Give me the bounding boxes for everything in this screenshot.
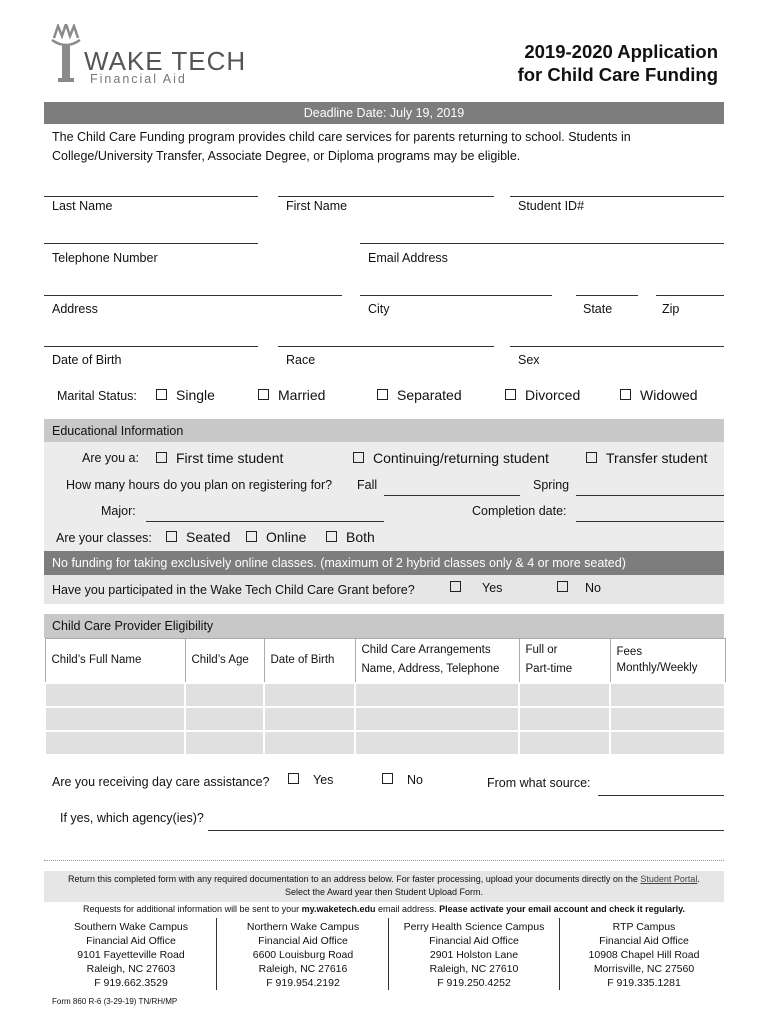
grant-yes-checkbox[interactable]: Yes [450, 581, 502, 595]
zip-field[interactable] [656, 295, 724, 296]
marital-married-checkbox[interactable]: Married [258, 387, 325, 403]
checkbox-icon [326, 531, 337, 542]
title-line-1: 2019-2020 Application [524, 41, 718, 62]
last-name-field[interactable] [44, 196, 258, 197]
return-instructions: Return this completed form with any required documentation to an address below. For faster processing, upload your documents directly on the Student Portal. Select the Award year then Student Upload Form. [44, 871, 724, 902]
funding-note-bar [44, 551, 724, 575]
deadline-text: Deadline Date: July 19, 2019 [303, 106, 465, 120]
classes-online-checkbox[interactable]: Online [246, 529, 306, 545]
dob-label: Date of Birth [52, 353, 122, 367]
grant-no-checkbox[interactable]: No [557, 581, 601, 595]
telephone-field[interactable] [44, 243, 258, 244]
deadline-bar [44, 102, 724, 124]
dob-field[interactable] [44, 346, 258, 347]
campus-northern-wake: Northern Wake Campus Financial Aid Office 6600 Louisburg Road Raleigh, NC 27616 F 919.954.2192 [246, 921, 360, 989]
first-name-label: First Name [286, 199, 348, 213]
marital-status-label: Marital Status: [57, 389, 137, 403]
fall-label: Fall [357, 478, 378, 492]
source-field[interactable] [598, 795, 724, 796]
checkbox-icon [156, 389, 167, 400]
are-you-label: Are you a: [82, 451, 139, 465]
completion-date-field[interactable] [576, 521, 724, 522]
marital-widowed-checkbox[interactable]: Widowed [620, 387, 698, 403]
address-label: Address [52, 302, 98, 316]
table-row[interactable] [45, 731, 725, 755]
city-label: City [368, 302, 390, 316]
funding-note: No funding for taking exclusively online classes. (maximum of 2 hybrid classes only & 4 or more seated) [52, 556, 626, 570]
race-label: Race [286, 353, 316, 367]
provider-heading: Child Care Provider Eligibility [52, 619, 214, 633]
checkbox-icon [382, 773, 393, 784]
zip-label: Zip [662, 302, 680, 316]
city-field[interactable] [360, 295, 552, 296]
logo-subtitle: Financial Aid [90, 72, 187, 86]
agency-label: If yes, which agency(ies)? [60, 811, 204, 825]
address-field[interactable] [44, 295, 342, 296]
table-row[interactable] [45, 683, 725, 707]
last-name-label: Last Name [52, 199, 113, 213]
classes-both-checkbox[interactable]: Both [326, 529, 375, 545]
completion-label: Completion date: [472, 504, 567, 518]
classes-label: Are your classes: [56, 531, 152, 545]
logo [50, 24, 260, 86]
fall-hours-field[interactable] [384, 495, 520, 496]
student-id-field[interactable] [510, 196, 724, 197]
intro-text: The Child Care Funding program provides child care services for parents returning to school. Students in College/University Transfer, Associate Degree, or Diploma programs may be eligible. [52, 130, 631, 163]
col-full-part-time: Full or Part-time [519, 639, 610, 683]
assistance-question: Are you receiving day care assistance? [52, 775, 270, 789]
assistance-no-checkbox[interactable]: No [382, 773, 423, 787]
telephone-label: Telephone Number [52, 251, 158, 265]
col-arrangements: Child Care Arrangements Name, Address, Telephone [355, 639, 519, 683]
marital-separated-checkbox[interactable]: Separated [377, 387, 462, 403]
agency-field[interactable] [208, 830, 724, 831]
campus-southern-wake: Southern Wake Campus Financial Aid Office 9101 Fayetteville Road Raleigh, NC 27603 F 919.662.3529 [74, 921, 188, 989]
transfer-student-checkbox[interactable]: Transfer student [586, 450, 707, 466]
checkbox-icon [450, 581, 461, 592]
logo-name: WAKE TECH [84, 46, 247, 76]
race-field[interactable] [278, 346, 494, 347]
checkbox-icon [288, 773, 299, 784]
education-heading: Educational Information [52, 424, 184, 438]
checkbox-icon [156, 452, 167, 463]
table-row[interactable] [45, 707, 725, 731]
col-fees: Fees Monthly/Weekly [610, 639, 725, 683]
title-line-2: for Child Care Funding [517, 64, 718, 85]
checkbox-icon [557, 581, 568, 592]
col-child-name: Child’s Full Name [45, 639, 185, 683]
state-field[interactable] [576, 295, 638, 296]
checkbox-icon [620, 389, 631, 400]
torch-logo-icon [50, 24, 82, 84]
first-name-field[interactable] [278, 196, 494, 197]
campus-perry-health: Perry Health Science Campus Financial Aid Office 2901 Holston Lane Raleigh, NC 27610 F 919.250.4252 [403, 921, 545, 989]
checkbox-icon [166, 531, 177, 542]
checkbox-icon [258, 389, 269, 400]
col-child-age: Child’s Age [185, 639, 264, 683]
campus-rtp: RTP Campus Financial Aid Office 10908 Chapel Hill Road Morrisville, NC 27560 F 919.335.1281 [588, 921, 700, 989]
provider-table [44, 638, 726, 756]
sex-label: Sex [518, 353, 540, 367]
checkbox-icon [353, 452, 364, 463]
email-label: Email Address [368, 251, 448, 265]
student-id-label: Student ID# [518, 199, 585, 213]
checkbox-icon [246, 531, 257, 542]
spring-hours-field[interactable] [576, 495, 724, 496]
marital-single-checkbox[interactable]: Single [156, 387, 215, 403]
checkbox-icon [377, 389, 388, 400]
col-date-of-birth: Date of Birth [264, 639, 355, 683]
email-field[interactable] [360, 243, 724, 244]
checkbox-icon [586, 452, 597, 463]
assistance-yes-checkbox[interactable]: Yes [288, 773, 333, 787]
page-title [518, 40, 718, 86]
major-field[interactable] [146, 521, 384, 522]
checkbox-icon [505, 389, 516, 400]
state-label: State [583, 302, 613, 316]
student-portal-link[interactable]: Student Portal [640, 874, 698, 884]
classes-seated-checkbox[interactable]: Seated [166, 529, 230, 545]
footer-divider [44, 860, 724, 861]
requests-note: Requests for additional information will be sent to your my.waketech.edu email address. Please activate your email account and check it regularly. [82, 904, 686, 914]
grant-question: Have you participated in the Wake Tech Child Care Grant before? [52, 583, 415, 597]
continuing-student-checkbox[interactable]: Continuing/returning student [353, 450, 549, 466]
form-id: Form 860 R-6 (3-29-19) TN/RH/MP [52, 997, 178, 1006]
campus-divider [216, 918, 217, 990]
source-label: From what source: [487, 776, 591, 790]
sex-field[interactable] [510, 346, 724, 347]
first-time-student-checkbox[interactable]: First time student [156, 450, 283, 466]
hours-label: How many hours do you plan on registering for? [66, 478, 333, 492]
spring-label: Spring [533, 478, 570, 492]
marital-divorced-checkbox[interactable]: Divorced [505, 387, 580, 403]
major-label: Major: [101, 504, 136, 518]
